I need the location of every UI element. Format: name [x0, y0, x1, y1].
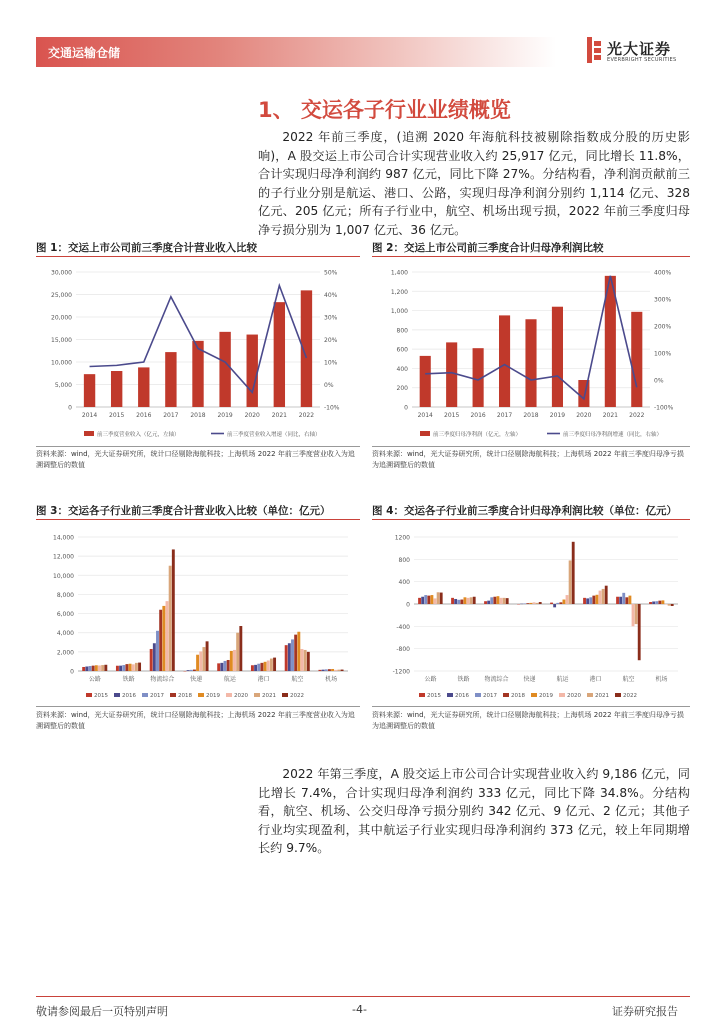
figure-3-rule — [36, 519, 360, 520]
section-title: 1、 交运各子行业业绩概览 — [258, 98, 511, 122]
y-right-tick-label: 10% — [324, 359, 338, 367]
bar-港口-2015 — [251, 665, 254, 671]
bar-港口-2021 — [602, 589, 605, 604]
y-left-tick-label: 0 — [404, 404, 408, 412]
legend-swatch-2016 — [114, 693, 120, 697]
y-right-tick-label: 0% — [324, 382, 334, 389]
bar-公路-2021 — [437, 592, 440, 604]
bar-2017 — [499, 315, 510, 407]
x-tick-label: 2015 — [444, 412, 460, 419]
bar-机场-2021 — [668, 604, 671, 606]
x-tick-label: 2016 — [136, 412, 152, 419]
bar-2015 — [446, 342, 457, 407]
x-tick-label: 2019 — [217, 412, 233, 419]
legend-label-2018: 2018 — [511, 693, 525, 699]
bar-港口-2017 — [589, 597, 592, 604]
bar-机场-2018 — [328, 669, 331, 671]
logo-cn: 光大证券 — [607, 40, 672, 58]
legend-label-2022: 2022 — [290, 693, 304, 699]
legend-label-2020: 2020 — [567, 693, 581, 699]
bar-机场-2018 — [658, 601, 661, 604]
bar-机场-2022 — [341, 670, 344, 671]
bar-公路-2018 — [427, 596, 430, 604]
legend-line-label: 前三季度营业收入增速（同比，右轴） — [227, 432, 321, 438]
x-tick-label: 机场 — [325, 676, 338, 683]
figure-1-rule — [36, 256, 360, 257]
footer-disclaimer: 敬请参阅最后一页特别声明 — [36, 1005, 168, 1018]
bar-航空-2016 — [288, 643, 291, 671]
header-section-label: 交通运输仓储 — [48, 46, 121, 60]
bar-公路-2022 — [104, 665, 107, 671]
legend-swatch-2020 — [559, 693, 565, 697]
legend-swatch-2020 — [226, 693, 232, 697]
legend-swatch-2021 — [587, 693, 593, 697]
bar-机场-2020 — [665, 604, 668, 605]
y-right-tick-label: -100% — [654, 404, 674, 412]
y-tick-label: 8,000 — [56, 591, 74, 599]
y-left-tick-label: 200 — [396, 385, 408, 393]
bar-航空-2021 — [635, 604, 638, 624]
bar-航空-2019 — [629, 596, 632, 604]
y-left-tick-label: 15,000 — [51, 337, 72, 344]
x-tick-label: 航空 — [291, 676, 304, 683]
bar-快递-2019 — [530, 603, 533, 604]
bar-铁路-2022 — [138, 663, 141, 671]
legend-label-2019: 2019 — [539, 693, 553, 699]
figure-4-title: 图 4：交运各子行业前三季度合计归母净利润比较（单位：亿元） — [372, 505, 677, 517]
y-left-tick-label: 1,200 — [390, 288, 408, 296]
bar-航空-2017 — [291, 639, 294, 671]
bar-铁路-2017 — [122, 665, 125, 671]
bar-公路-2022 — [440, 593, 443, 604]
bar-2020 — [247, 335, 258, 407]
bar-公路-2019 — [95, 665, 98, 671]
bar-物流综合-2022 — [506, 598, 509, 604]
legend-swatch-2022 — [615, 693, 621, 697]
x-tick-label: 2020 — [244, 412, 260, 419]
bar-物流综合-2021 — [169, 566, 172, 671]
chart-3 — [36, 523, 360, 705]
bar-2019 — [552, 307, 563, 407]
bar-物流综合-2015 — [150, 649, 153, 671]
x-tick-label: 2018 — [523, 412, 539, 419]
bar-铁路-2018 — [460, 600, 463, 604]
figure-4-source: 资料来源：wind，光大证券研究所，统计口径剔除海航科技；上海机场 2022 年前三季度归母净亏损为追溯调整后的数值 — [372, 711, 684, 730]
bar-快递-2017 — [190, 670, 193, 671]
bar-航运-2018 — [227, 660, 230, 671]
bar-航运-2021 — [236, 633, 239, 671]
bar-公路-2020 — [434, 598, 437, 604]
bar-铁路-2021 — [135, 663, 138, 671]
x-tick-label: 物流综合 — [484, 676, 509, 683]
bar-2018 — [525, 319, 536, 407]
bar-航运-2017 — [224, 661, 227, 671]
bar-机场-2017 — [655, 601, 658, 604]
bar-航运-2015 — [217, 663, 220, 671]
figure-1-bottom-rule — [36, 446, 360, 447]
legend-bar-label: 前三季度营业收入（亿元，左轴） — [97, 432, 180, 438]
bar-航运-2019 — [230, 651, 233, 671]
bar-港口-2018 — [592, 596, 595, 604]
bar-2014 — [84, 374, 95, 407]
legend-label-2021: 2021 — [595, 693, 609, 699]
bar-铁路-2019 — [464, 597, 467, 604]
x-tick-label: 2022 — [298, 412, 315, 419]
bar-航运-2021 — [569, 560, 572, 604]
bar-物流综合-2015 — [484, 601, 487, 604]
bar-机场-2020 — [334, 670, 337, 671]
chart-1 — [36, 260, 360, 445]
bar-航空-2022 — [638, 604, 641, 660]
bar-铁路-2016 — [454, 599, 457, 604]
y-left-tick-label: 400 — [396, 365, 408, 373]
figure-2-rule — [372, 256, 690, 257]
x-tick-label: 机场 — [655, 676, 668, 683]
y-tick-label: 12,000 — [53, 553, 74, 561]
x-tick-label: 快递 — [523, 676, 536, 683]
header-banner — [36, 37, 556, 67]
y-left-tick-label: 10,000 — [51, 359, 72, 367]
bar-港口-2020 — [267, 660, 270, 671]
bar-快递-2021 — [536, 603, 539, 604]
bar-快递-2018 — [193, 670, 196, 671]
bar-公路-2015 — [82, 667, 85, 671]
legend-bar-swatch — [420, 431, 430, 436]
bar-航运-2020 — [233, 650, 236, 671]
y-tick-label: 0 — [70, 668, 74, 676]
y-right-tick-label: 200% — [654, 323, 672, 331]
legend-label-2015: 2015 — [94, 693, 108, 699]
bar-航空-2022 — [307, 652, 310, 671]
everbright-logo-icon — [585, 37, 603, 63]
bar-港口-2020 — [599, 591, 602, 604]
bar-航运-2018 — [559, 602, 562, 604]
bar-机场-2015 — [649, 602, 652, 604]
y-right-tick-label: 30% — [324, 314, 338, 322]
y-left-tick-label: 0 — [68, 404, 72, 412]
bar-铁路-2019 — [129, 664, 132, 671]
paragraph-1: 2022 年前三季度，(追溯 2020 年海航科技被剔除指数成分股的历史影响)，A 股交运上市公司合计实现营业收入约 25,917 亿元，同比增长 11.8%，合计实现归母净利润约 987 亿元，同比下降 27%。分结构看，净利润贡献前三的子行业分别是航运、港口、公路，实现归母净利润分别约 1,114 亿元、328 亿元、205 亿元；所有子行业中，航空、机场出现亏损，2022 年前三季度归母净亏损分别为 1,007 亿元、36 亿元。 — [258, 130, 690, 237]
bar-机场-2022 — [671, 604, 674, 606]
bar-2016 — [138, 367, 149, 407]
legend-label-2018: 2018 — [178, 693, 192, 699]
y-right-tick-label: 300% — [654, 296, 672, 304]
x-tick-label: 快递 — [190, 676, 203, 683]
bar-港口-2022 — [273, 658, 276, 671]
legend-label-2017: 2017 — [150, 693, 164, 699]
legend-swatch-2016 — [447, 693, 453, 697]
bar-铁路-2015 — [451, 598, 454, 604]
legend-label-2015: 2015 — [427, 693, 441, 699]
x-tick-label: 2020 — [576, 412, 592, 419]
bar-航运-2016 — [220, 663, 223, 671]
y-tick-label: 1200 — [394, 534, 410, 542]
figure-3-bottom-rule — [36, 706, 360, 707]
bar-快递-2018 — [526, 603, 529, 604]
y-tick-label: 14,000 — [53, 534, 74, 542]
y-tick-label: 0 — [406, 601, 410, 609]
bar-港口-2016 — [586, 598, 589, 604]
bar-机场-2021 — [337, 670, 340, 671]
y-left-tick-label: 5,000 — [54, 382, 72, 389]
legend-bar-label: 前三季度归母净利润（亿元，左轴） — [433, 432, 522, 438]
bar-2017 — [165, 352, 176, 407]
bar-港口-2016 — [254, 665, 257, 671]
bar-航空-2018 — [625, 597, 628, 604]
y-tick-label: 4,000 — [56, 630, 74, 638]
bar-航运-2016 — [553, 604, 556, 607]
legend-label-2022: 2022 — [623, 693, 637, 699]
figure-1-title: 图 1：交运上市公司前三季度合计营业收入比较 — [36, 242, 257, 254]
y-tick-label: 400 — [398, 579, 410, 587]
x-tick-label: 2017 — [496, 412, 513, 419]
legend-swatch-2018 — [170, 693, 176, 697]
bar-2014 — [420, 356, 431, 407]
figure-1-source: 资料来源：wind，光大证券研究所，统计口径剔除海航科技；上海机场 2022 年前三季度营业收入为追溯调整后的数值 — [36, 450, 355, 469]
paragraph-2: 2022 年第三季度，A 股交运上市公司合计实现营业收入约 9,186 亿元，同比增长 7.4%，合计实现归母净利润约 333 亿元，同比下降 34.8%。分结构看，航空、机场、公交归母净亏损分别约 342 亿元、9 亿元、2 亿元；其他子行业均实现盈利，其中航运子行业实现归母净利润约 373 亿元，较上年同期增长约 9.7%。 — [258, 767, 690, 855]
legend-swatch-2015 — [86, 693, 92, 697]
bar-2021 — [274, 302, 285, 407]
bar-港口-2017 — [257, 664, 260, 671]
bar-港口-2019 — [264, 662, 267, 671]
bar-铁路-2021 — [470, 597, 473, 604]
figure-3-source: 资料来源：wind，光大证券研究所，统计口径剔除海航科技；上海机场 2022 年前三季度营业收入为追溯调整后的数值 — [36, 711, 355, 730]
legend-label-2017: 2017 — [483, 693, 497, 699]
x-tick-label: 铁路 — [457, 676, 470, 683]
bar-铁路-2015 — [116, 666, 119, 671]
x-tick-label: 航空 — [622, 676, 635, 683]
figure-2-bottom-rule — [372, 446, 690, 447]
bar-铁路-2022 — [473, 597, 476, 604]
y-left-tick-label: 20,000 — [51, 314, 72, 322]
figure-4-rule — [372, 519, 690, 520]
bar-铁路-2017 — [457, 600, 460, 604]
bar-公路-2020 — [98, 665, 101, 671]
legend-swatch-2019 — [531, 693, 537, 697]
bar-物流综合-2021 — [503, 598, 506, 604]
y-tick-label: -400 — [396, 623, 410, 631]
y-left-tick-label: 30,000 — [51, 269, 72, 277]
bar-快递-2020 — [533, 602, 536, 604]
y-left-tick-label: 25,000 — [51, 292, 72, 299]
bar-铁路-2020 — [132, 664, 135, 671]
x-tick-label: 2014 — [81, 412, 98, 419]
bar-港口-2018 — [260, 663, 263, 671]
legend-swatch-2017 — [142, 693, 148, 697]
x-tick-label: 2017 — [163, 412, 179, 419]
bar-航空-2015 — [616, 597, 619, 604]
bar-物流综合-2022 — [172, 549, 175, 671]
bar-快递-2022 — [539, 602, 542, 604]
bar-2022 — [631, 312, 642, 407]
x-tick-label: 2016 — [470, 412, 486, 419]
bar-港口-2015 — [583, 598, 586, 604]
footer-report-type: 证券研究报告 — [612, 1005, 678, 1018]
bar-公路-2015 — [418, 598, 421, 604]
legend-bar-swatch — [84, 431, 94, 436]
x-tick-label: 2019 — [549, 412, 566, 419]
bar-航运-2022 — [239, 626, 242, 671]
x-tick-label: 港口 — [257, 676, 270, 683]
bar-公路-2016 — [85, 667, 88, 671]
bar-物流综合-2020 — [500, 598, 503, 604]
page-number: -4- — [352, 1003, 367, 1016]
bar-快递-2020 — [199, 651, 202, 671]
figure-2-source: 资料来源：wind，光大证券研究所，统计口径剔除海航科技；上海机场 2022 年前三季度归母净亏损为追溯调整后的数值 — [372, 450, 684, 469]
bar-快递-2017 — [523, 603, 526, 604]
bar-航运-2020 — [566, 595, 569, 604]
x-tick-label: 2014 — [417, 412, 433, 419]
x-tick-label: 2018 — [190, 412, 206, 419]
y-right-tick-label: 40% — [324, 292, 338, 299]
y-right-tick-label: -10% — [324, 404, 340, 412]
y-tick-label: 6,000 — [56, 611, 74, 619]
y-tick-label: 800 — [398, 556, 410, 564]
x-tick-label: 航运 — [223, 676, 236, 683]
legend-swatch-2022 — [282, 693, 288, 697]
legend-swatch-2018 — [503, 693, 509, 697]
x-tick-label: 公路 — [424, 676, 437, 683]
x-tick-label: 2021 — [271, 412, 287, 419]
bar-公路-2016 — [421, 597, 424, 604]
bar-航空-2015 — [285, 645, 288, 671]
bar-公路-2018 — [92, 666, 95, 671]
y-right-tick-label: 50% — [324, 269, 338, 277]
bar-快递-2016 — [187, 670, 190, 671]
bar-物流综合-2019 — [162, 606, 165, 671]
x-tick-label: 2022 — [629, 412, 645, 419]
bar-公路-2021 — [101, 665, 104, 671]
x-tick-label: 公路 — [88, 676, 101, 683]
legend-label-2019: 2019 — [206, 693, 220, 699]
legend-label-2020: 2020 — [234, 693, 248, 699]
bar-机场-2016 — [322, 670, 325, 671]
bar-机场-2016 — [652, 601, 655, 604]
x-tick-label: 港口 — [589, 676, 602, 683]
bar-公路-2019 — [431, 595, 434, 604]
y-right-tick-label: 0% — [654, 377, 664, 385]
bar-公路-2017 — [424, 595, 427, 604]
bar-航空-2020 — [301, 649, 304, 671]
legend-swatch-2017 — [475, 693, 481, 697]
chart-4 — [372, 523, 690, 705]
bar-快递-2021 — [202, 647, 205, 671]
y-left-tick-label: 1,000 — [390, 308, 408, 316]
logo — [585, 37, 690, 67]
bar-航运-2022 — [572, 542, 575, 604]
bar-航空-2018 — [294, 635, 297, 671]
legend-swatch-2021 — [254, 693, 260, 697]
bar-航空-2016 — [619, 597, 622, 604]
bar-物流综合-2018 — [493, 597, 496, 604]
legend-label-2021: 2021 — [262, 693, 276, 699]
bar-航空-2017 — [622, 593, 625, 604]
bar-机场-2015 — [318, 670, 321, 671]
bar-港口-2022 — [605, 586, 608, 604]
bar-快递-2019 — [196, 655, 199, 671]
bar-公路-2017 — [89, 666, 92, 671]
y-tick-label: -800 — [396, 646, 410, 654]
bar-航运-2017 — [556, 603, 559, 604]
bar-物流综合-2016 — [487, 601, 490, 604]
figure-2-title: 图 2：交运上市公司前三季度合计归母净利润比较 — [372, 242, 604, 254]
y-right-tick-label: 100% — [654, 350, 672, 358]
bar-机场-2017 — [325, 669, 328, 671]
legend-label-2016: 2016 — [122, 693, 136, 699]
logo-en: EVERBRIGHT SECURITIES — [607, 57, 677, 63]
bar-航运-2019 — [563, 600, 566, 604]
chart-2 — [372, 260, 690, 445]
bar-铁路-2020 — [467, 598, 470, 604]
y-left-tick-label: 800 — [396, 327, 408, 335]
bar-机场-2019 — [331, 669, 334, 671]
bar-物流综合-2019 — [497, 596, 500, 604]
legend-line-label: 前三季度归母净利润增速（同比，右轴） — [563, 432, 663, 438]
x-tick-label: 航运 — [556, 676, 569, 683]
legend-swatch-2015 — [419, 693, 425, 697]
y-left-tick-label: 600 — [396, 346, 408, 354]
x-tick-label: 2021 — [602, 412, 618, 419]
y-left-tick-label: 1,400 — [390, 269, 408, 277]
bar-铁路-2018 — [125, 664, 128, 671]
y-right-tick-label: 400% — [654, 269, 672, 277]
bar-航运-2015 — [550, 603, 553, 604]
bar-航空-2021 — [304, 650, 307, 671]
bar-物流综合-2018 — [159, 610, 162, 671]
legend-label-2016: 2016 — [455, 693, 469, 699]
figure-4-bottom-rule — [372, 706, 690, 707]
y-tick-label: 2,000 — [56, 649, 74, 657]
figure-3-title: 图 3：交运各子行业前三季度合计营业收入比较（单位：亿元） — [36, 505, 331, 517]
bar-物流综合-2016 — [153, 643, 156, 671]
bar-物流综合-2017 — [490, 597, 493, 604]
bar-快递-2022 — [206, 641, 209, 671]
y-right-tick-label: 20% — [324, 337, 338, 344]
bar-物流综合-2017 — [156, 631, 159, 671]
x-tick-label: 2015 — [109, 412, 125, 419]
bar-港口-2021 — [270, 659, 273, 671]
bar-2019 — [219, 332, 230, 407]
bar-航空-2020 — [632, 604, 635, 626]
x-tick-label: 铁路 — [122, 676, 135, 683]
bar-铁路-2016 — [119, 666, 122, 671]
y-tick-label: -1200 — [392, 668, 410, 676]
footer-rule — [36, 996, 690, 997]
bar-物流综合-2020 — [166, 601, 169, 671]
legend-swatch-2019 — [198, 693, 204, 697]
y-tick-label: 10,000 — [53, 572, 74, 580]
bar-机场-2019 — [662, 600, 665, 604]
bar-航空-2019 — [297, 632, 300, 671]
x-tick-label: 物流综合 — [150, 676, 175, 683]
bar-港口-2019 — [596, 595, 599, 604]
bar-2015 — [111, 371, 122, 407]
